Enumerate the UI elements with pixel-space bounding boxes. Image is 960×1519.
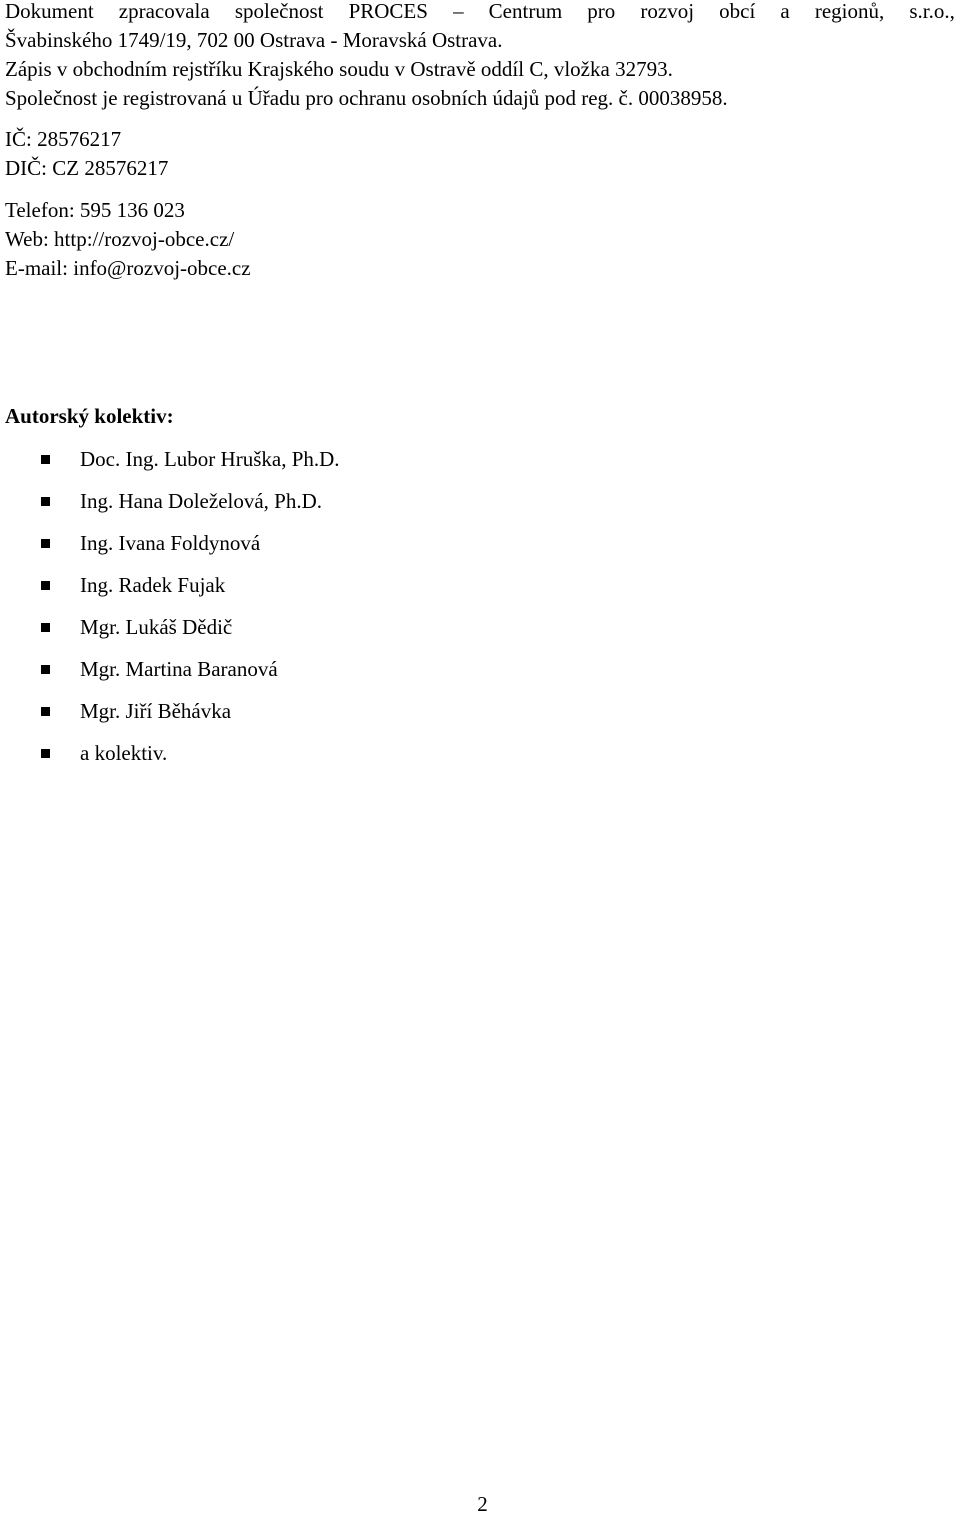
list-item <box>0 739 700 781</box>
author-name: Ing. Hana Doleželová, Ph.D. <box>80 489 323 513</box>
company-phone: Telefon: 595 136 023 <box>5 198 185 222</box>
company-email: E-mail: info@rozvoj-obce.cz <box>5 256 251 280</box>
author-name: Mgr. Jiří Běhávka <box>80 699 232 723</box>
company-address: Švabinského 1749/19, 702 00 Ostrava - Moravská Ostrava. <box>5 28 503 52</box>
company-info-word: Centrum <box>488 0 563 23</box>
company-registry: Zápis v obchodním rejstříku Krajského soudu v Ostravě oddíl C, vložka 32793. <box>5 57 673 81</box>
author-name: Ing. Radek Fujak <box>80 573 226 597</box>
company-info-word: rozvoj <box>640 0 695 23</box>
company-info-word: společnost <box>234 0 324 23</box>
author-list <box>0 445 700 781</box>
author-name: Mgr. Martina Baranová <box>80 657 278 681</box>
company-dic: DIČ: CZ 28576217 <box>5 156 169 180</box>
list-item <box>0 571 700 613</box>
list-item <box>0 529 700 571</box>
square-bullet-icon <box>41 707 50 716</box>
square-bullet-icon <box>41 581 50 590</box>
square-bullet-icon <box>41 623 50 632</box>
list-item <box>0 697 700 739</box>
company-ids <box>5 125 905 183</box>
company-info-word: zpracovala <box>118 0 210 23</box>
square-bullet-icon <box>41 497 50 506</box>
page-number: 2 <box>477 1492 488 1516</box>
company-info <box>5 0 955 113</box>
list-item <box>0 613 700 655</box>
author-name: Mgr. Lukáš Dědič <box>80 615 233 639</box>
company-info-word: Dokument <box>5 0 94 23</box>
company-info-word: s.r.o., <box>909 0 955 23</box>
company-contacts <box>5 196 905 283</box>
company-info-line-1 <box>5 0 955 26</box>
authors-heading: Autorský kolektiv: <box>5 404 174 428</box>
author-name: Doc. Ing. Lubor Hruška, Ph.D. <box>80 447 340 471</box>
square-bullet-icon <box>41 539 50 548</box>
author-name: a kolektiv. <box>80 741 168 765</box>
company-ic: IČ: 28576217 <box>5 127 122 151</box>
list-item <box>0 445 700 487</box>
company-info-word: pro <box>587 0 616 23</box>
company-info-word: regionů, <box>814 0 885 23</box>
company-info-word: PROCES <box>348 0 428 23</box>
square-bullet-icon <box>41 455 50 464</box>
list-item <box>0 655 700 697</box>
company-data-protection: Společnost je registrovaná u Úřadu pro ochranu osobních údajů pod reg. č. 00038958. <box>5 86 728 110</box>
company-web: Web: http://rozvoj-obce.cz/ <box>5 227 235 251</box>
square-bullet-icon <box>41 749 50 758</box>
square-bullet-icon <box>41 665 50 674</box>
company-info-word: obcí <box>719 0 756 23</box>
company-info-word: – <box>453 0 464 23</box>
author-name: Ing. Ivana Foldynová <box>80 531 261 555</box>
list-item <box>0 487 700 529</box>
company-info-word: a <box>780 0 790 23</box>
